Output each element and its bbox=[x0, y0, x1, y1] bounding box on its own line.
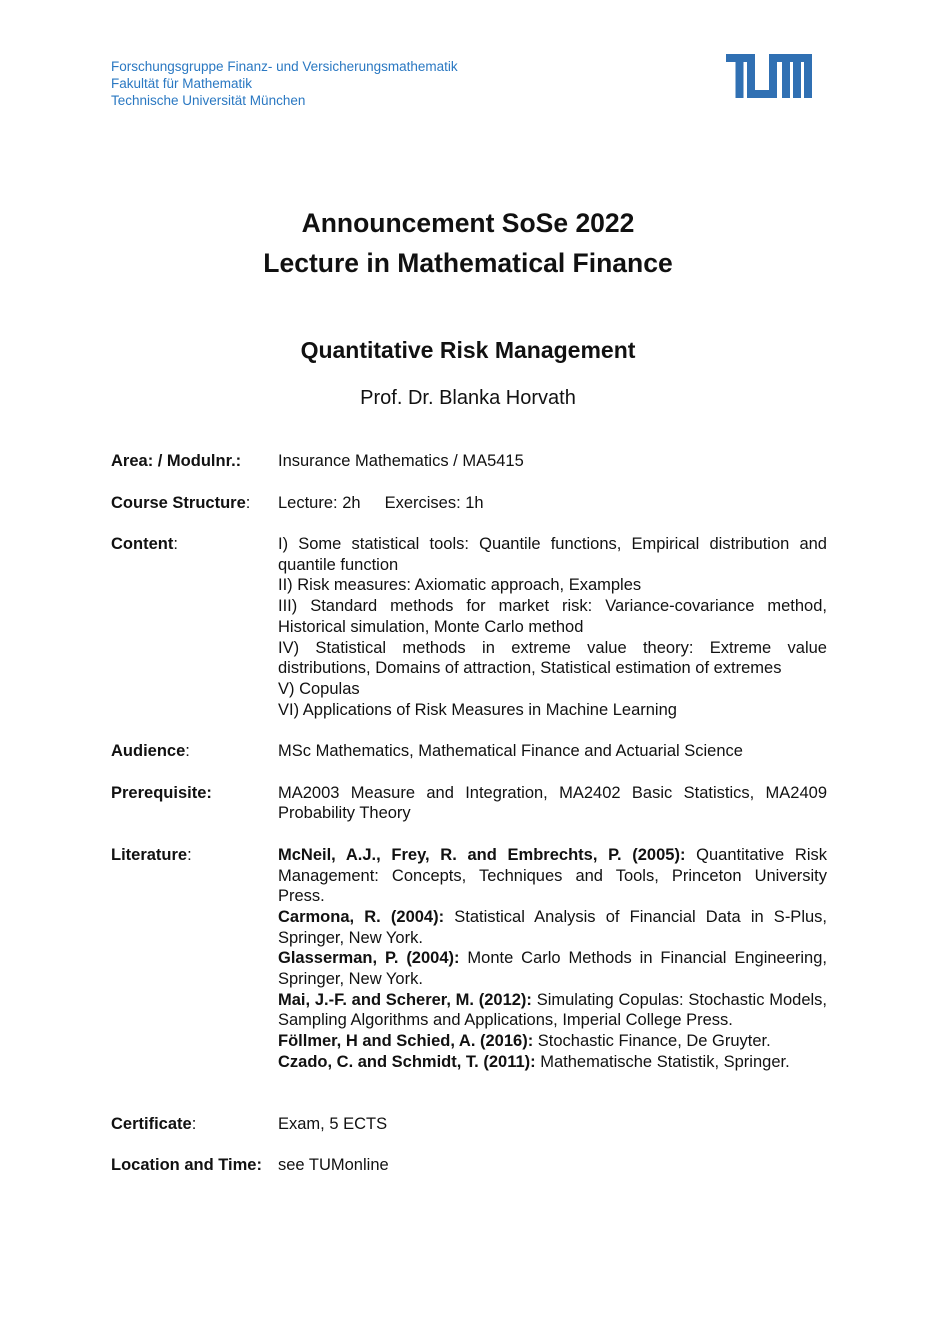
content-label-colon: : bbox=[173, 535, 178, 553]
area-label: Area: / Modulnr.: bbox=[111, 452, 242, 470]
literature-authors: McNeil, A.J., Frey, R. and Embrechts, P. (2005): bbox=[278, 845, 686, 864]
content-item: I) Some statistical tools: Quantile functions, Empirical distribution and quantile function bbox=[278, 535, 827, 574]
institution-line-university: Technische Universität München bbox=[111, 93, 306, 108]
literature-row bbox=[111, 845, 827, 1073]
literature-entry bbox=[278, 948, 827, 989]
content-row bbox=[111, 534, 827, 720]
announcement-title bbox=[0, 203, 936, 283]
course-title: Quantitative Risk Management bbox=[300, 337, 636, 363]
area-row bbox=[111, 451, 827, 472]
literature-work: Simulating Copulas: Stochastic Models, Sampling Algorithms and Applications, Imperial College Press. bbox=[278, 990, 828, 1030]
literature-authors: Carmona, R. (2004): bbox=[278, 907, 445, 926]
title-line-announcement: Announcement SoSe 2022 bbox=[301, 208, 635, 238]
location-value: see TUMonline bbox=[278, 1156, 389, 1175]
literature-entry bbox=[278, 1031, 827, 1052]
literature-work: Mathematische Statistik, Springer. bbox=[535, 1052, 790, 1071]
content-label-wrap bbox=[111, 534, 278, 720]
literature-label-colon: : bbox=[187, 845, 192, 864]
institution-line-group: Forschungsgruppe Finanz- und Versicherungsmathematik bbox=[111, 59, 458, 74]
content-item: IV) Statistical methods in extreme value theory: Extreme value distributions, Domains of attraction, Statistical estimation of extremes bbox=[278, 638, 827, 678]
structure-lecture: Lecture: 2h bbox=[278, 493, 361, 512]
audience-label: Audience bbox=[111, 742, 186, 761]
institution-line-faculty: Fakultät für Mathematik bbox=[111, 76, 253, 91]
literature-work: Monte Carlo Methods in Financial Engineering, Springer, New York. bbox=[278, 949, 827, 989]
location-label: Location and Time: bbox=[111, 1156, 262, 1175]
content-item: VI) Applications of Risk Measures in Machine Learning bbox=[278, 700, 677, 719]
lecturer-name: Prof. Dr. Blanka Horvath bbox=[360, 387, 576, 409]
literature-work: Statistical Analysis of Financial Data in S-Plus, Springer, New York. bbox=[278, 907, 827, 947]
structure-exercises: Exercises: 1h bbox=[384, 493, 484, 512]
literature-authors: Mai, J.-F. and Scherer, M. (2012): bbox=[278, 990, 532, 1009]
certificate-label-colon: : bbox=[191, 1114, 197, 1133]
content-item: II) Risk measures: Axiomatic approach, Examples bbox=[278, 576, 642, 595]
audience-label-wrap bbox=[111, 741, 278, 762]
structure-row bbox=[111, 493, 827, 514]
literature-entry bbox=[278, 990, 827, 1031]
audience-label-colon: : bbox=[185, 742, 190, 761]
area-value: Insurance Mathematics / MA5415 bbox=[278, 452, 524, 470]
content-item: III) Standard methods for market risk: Variance-covariance method, Historical simulation, Monte Carlo method bbox=[278, 597, 827, 636]
certificate-value: Exam, 5 ECTS bbox=[278, 1114, 388, 1133]
content-label: Content bbox=[111, 535, 174, 553]
literature-entry bbox=[278, 1052, 827, 1073]
audience-row bbox=[111, 741, 827, 762]
literature-entry bbox=[278, 907, 827, 948]
structure-label: Course Structure bbox=[111, 493, 246, 512]
literature-authors: Glasserman, P. (2004): bbox=[278, 949, 460, 968]
audience-value: MSc Mathematics, Mathematical Finance and Actuarial Science bbox=[278, 742, 743, 761]
title-line-lecture: Lecture in Mathematical Finance bbox=[263, 248, 673, 278]
literature-label-wrap bbox=[111, 845, 278, 1073]
prerequisite-label: Prerequisite: bbox=[111, 783, 212, 802]
literature-entry bbox=[278, 845, 827, 907]
certificate-label: Certificate bbox=[111, 1114, 192, 1133]
content-item: V) Copulas bbox=[278, 679, 360, 698]
prerequisite-value: MA2003 Measure and Integration, MA2402 Basic Statistics, MA2409 Probability Theory bbox=[278, 783, 827, 823]
course-info bbox=[111, 451, 827, 1176]
institution-block bbox=[111, 58, 458, 109]
literature-list bbox=[278, 845, 827, 1073]
tum-logo bbox=[726, 54, 812, 98]
tum-logo-shape bbox=[726, 54, 812, 98]
literature-label: Literature bbox=[111, 845, 188, 864]
prerequisite-row bbox=[111, 783, 827, 824]
literature-authors: Föllmer, H and Schied, A. (2016): bbox=[278, 1032, 534, 1051]
certificate-row bbox=[111, 1114, 827, 1135]
structure-label-colon: : bbox=[245, 493, 251, 512]
literature-authors: Czado, C. and Schmidt, T. (2011): bbox=[278, 1052, 536, 1071]
location-row bbox=[111, 1155, 827, 1176]
content-list bbox=[278, 534, 827, 720]
literature-work: Stochastic Finance, De Gruyter. bbox=[533, 1032, 771, 1051]
structure-label-wrap bbox=[111, 493, 278, 514]
literature-work: Quantitative Risk Management: Concepts, Techniques and Tools, Princeton University Press. bbox=[278, 845, 827, 906]
certificate-label-wrap bbox=[111, 1114, 278, 1135]
structure-value bbox=[278, 493, 827, 514]
